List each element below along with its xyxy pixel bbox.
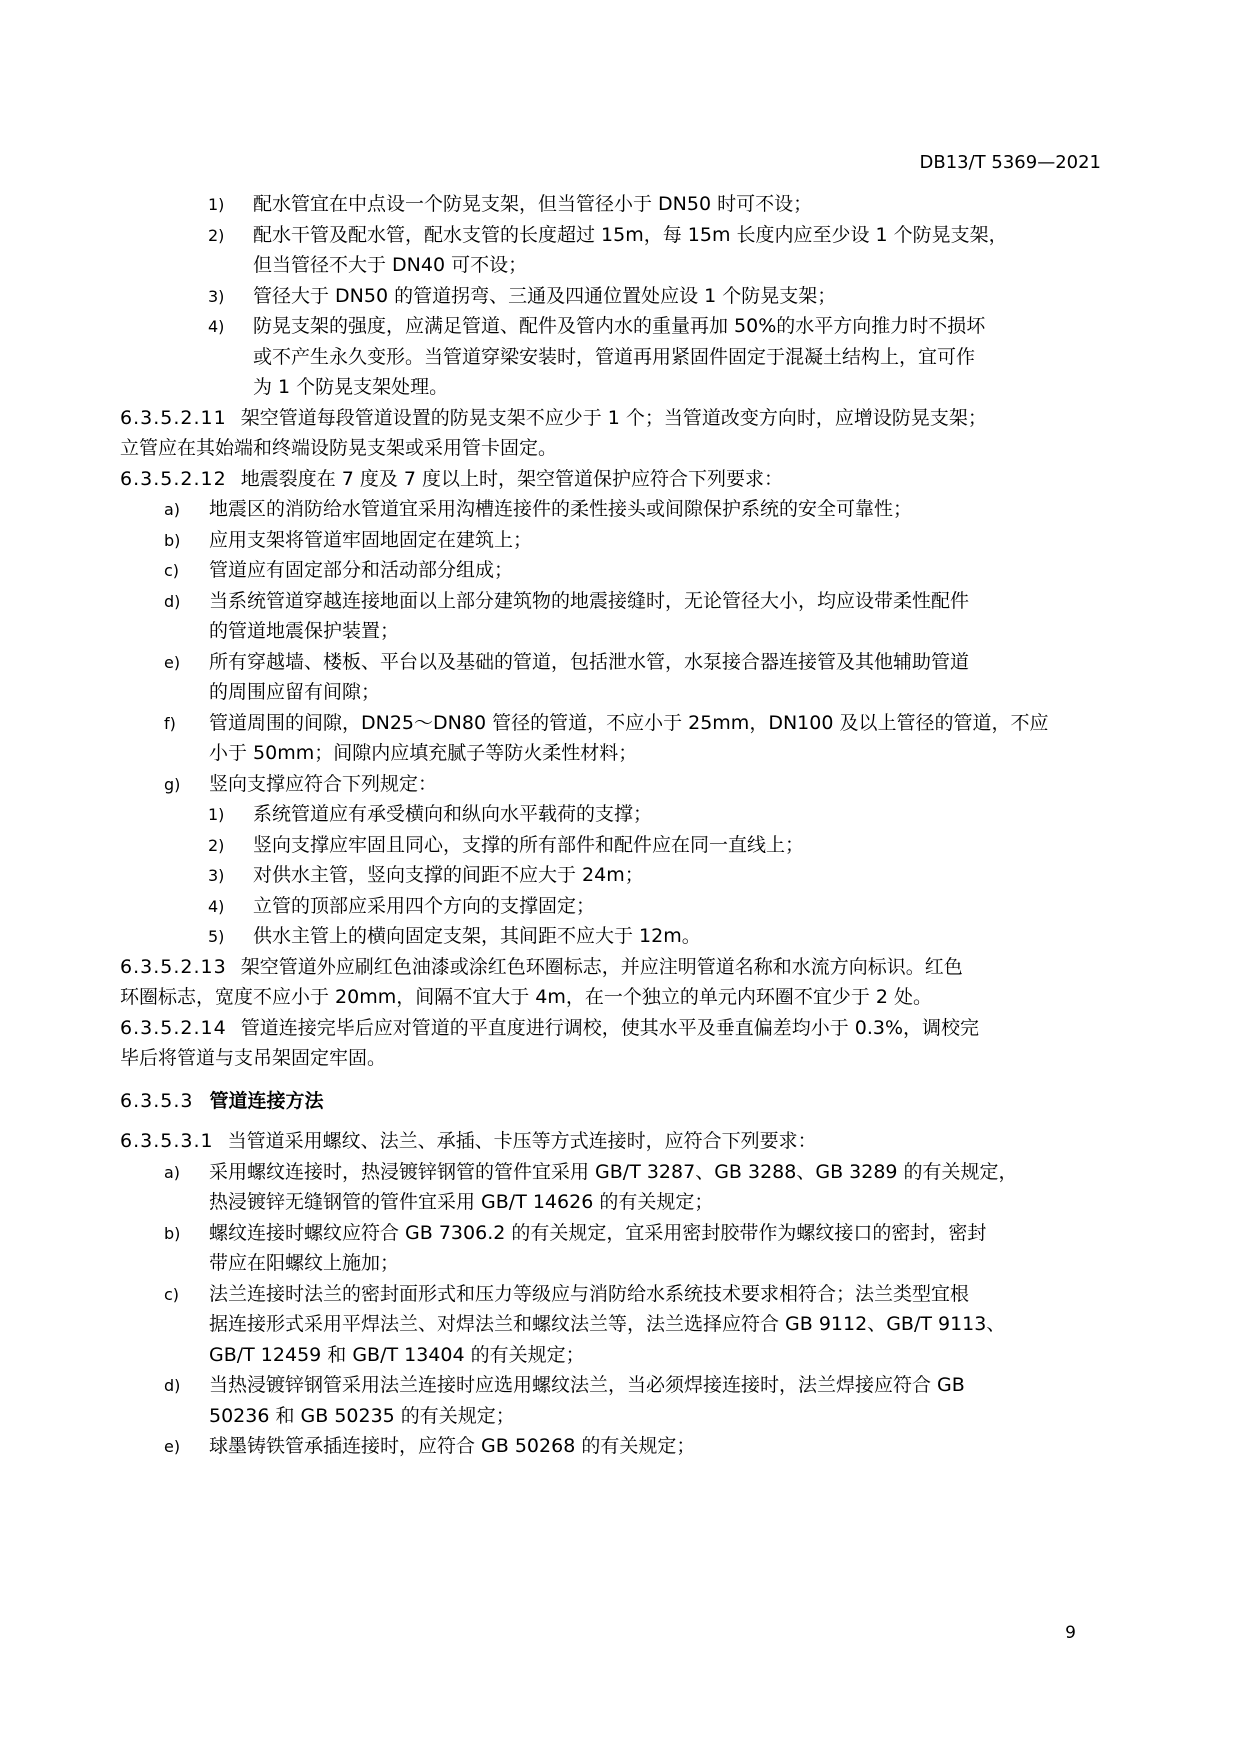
line-text: 球墨铸铁管承插连接时，应符合 GB 50268 的有关规定； xyxy=(209,1435,696,1457)
page-number: 9 xyxy=(1065,1623,1076,1643)
clause-number: 6.3.5.3 xyxy=(120,1089,194,1112)
clause-number: 6.3.5.2.14 xyxy=(120,1016,227,1039)
list-item xyxy=(120,1279,1102,1310)
line-text: 架空管道外应刷红色油漆或涂红色环圈标志，并应注明管道名称和水流方向标识。红色 xyxy=(240,955,963,978)
line-text: 但当管径不大于 DN40 可不设； xyxy=(253,254,528,276)
clause-number: 6.3.5.3.1 xyxy=(120,1130,214,1152)
clause xyxy=(120,1126,1102,1157)
list-item xyxy=(120,281,1102,312)
list-item xyxy=(120,494,1102,525)
line-text: 竖向支撑应符合下列规定： xyxy=(209,772,438,795)
line-text: 据连接形式采用平焊法兰、对焊法兰和螺纹法兰等，法兰选择应符合 GB 9112、GB/T 9113、 xyxy=(209,1313,1006,1335)
list-marker: c) xyxy=(164,1284,180,1304)
line-text: 当系统管道穿越连接地面以上部分建筑物的地震接缝时，无论管径大小，均应设带柔性配件 xyxy=(209,589,970,612)
clause-number: 6.3.5.2.13 xyxy=(120,955,227,978)
list-marker: 3) xyxy=(208,866,225,885)
list-marker: 3) xyxy=(208,286,225,306)
list-item xyxy=(120,555,1102,586)
line-text: 系统管道应有承受横向和纵向水平载荷的支撑； xyxy=(253,803,653,825)
line-text: 竖向支撑应牢固且同心，支撑的所有部件和配件应在同一直线上； xyxy=(253,833,805,856)
list-item-continuation xyxy=(120,738,1102,769)
clause xyxy=(120,403,1102,434)
list-item-continuation xyxy=(120,342,1102,373)
list-marker: 2) xyxy=(208,225,225,245)
list-marker: 4) xyxy=(208,317,225,336)
list-item-continuation xyxy=(120,1401,1102,1432)
line-text: 配水干管及配水管，配水支管的长度超过 15m，每 15m 长度内应至少设 1 个防晃支架， xyxy=(253,223,1008,246)
list-item xyxy=(120,311,1102,342)
line-text: 管道周围的间隙，DN25～DN80 管径的管道，不应小于 25mm，DN100 及以上管径的管道，不应 xyxy=(209,711,1049,734)
list-item xyxy=(120,708,1102,739)
list-marker: 5) xyxy=(208,927,225,946)
line-text: 对供水主管，竖向支撑的间距不应大于 24m； xyxy=(253,864,644,886)
doc-code: DB13/T 5369—2021 xyxy=(919,152,1101,173)
line-text: 的周围应留有间隙； xyxy=(209,681,381,703)
list-marker: d) xyxy=(164,1376,181,1395)
line-text: 立管的顶部应采用四个方向的支撑固定； xyxy=(253,894,596,917)
list-marker: e) xyxy=(164,652,181,672)
list-item xyxy=(120,586,1102,617)
line-text: 为 1 个防晃支架处理。 xyxy=(253,376,449,398)
list-item xyxy=(120,220,1102,251)
list-item xyxy=(120,1218,1102,1249)
line-text: 带应在阳螺纹上施加； xyxy=(209,1252,400,1274)
list-item-continuation xyxy=(120,1309,1102,1340)
line-text: 管径大于 DN50 的管道拐弯、三通及四通位置处应设 1 个防晃支架； xyxy=(253,284,837,307)
list-item xyxy=(120,830,1102,861)
list-marker: f) xyxy=(164,713,176,733)
line-text: 地震裂度在 7 度及 7 度以上时，架空管道保护应符合下列要求： xyxy=(240,467,784,490)
line-text: 螺纹连接时螺纹应符合 GB 7306.2 的有关规定，宜采用密封胶带作为螺纹接口的密封，密封 xyxy=(209,1221,987,1244)
list-item-continuation xyxy=(120,1340,1102,1371)
line-text: 管道连接方法 xyxy=(209,1089,324,1112)
list-marker: b) xyxy=(164,1223,181,1243)
line-text: 当热浸镀锌钢管采用法兰连接时应选用螺纹法兰，当必须焊接连接时，法兰焊接应符合 GB xyxy=(209,1374,965,1396)
list-item xyxy=(120,525,1102,556)
list-marker: e) xyxy=(164,1437,181,1456)
paragraph-line xyxy=(120,433,1102,464)
list-item-continuation xyxy=(120,1248,1102,1279)
list-item-continuation xyxy=(120,372,1102,403)
line-text: 当管道采用螺纹、法兰、承插、卡压等方式连接时，应符合下列要求： xyxy=(227,1130,817,1152)
clause-number: 6.3.5.2.12 xyxy=(120,467,227,490)
line-text: 配水管宜在中点设一个防晃支架，但当管径小于 DN50 时可不设； xyxy=(253,193,813,215)
line-text: 或不产生永久变形。当管道穿梁安装时，管道再用紧固件固定于混凝土结构上，宜可作 xyxy=(253,345,976,368)
line-text: 架空管道每段管道设置的防晃支架不应少于 1 个；当管道改变方向时，应增设防晃支架； xyxy=(240,406,987,429)
paragraph-line xyxy=(120,982,1102,1013)
line-text: GB/T 12459 和 GB/T 13404 的有关规定； xyxy=(209,1343,585,1366)
line-text: 所有穿越墙、楼板、平台以及基础的管道，包括泄水管，水泵接合器连接管及其他辅助管道 xyxy=(209,650,970,673)
list-item-continuation xyxy=(120,616,1102,647)
line-text: 采用螺纹连接时，热浸镀锌钢管的管件宜采用 GB/T 3287、GB 3288、GB 3289 的有关规定， xyxy=(209,1160,1018,1183)
list-marker: a) xyxy=(164,1162,181,1182)
line-text: 小于 50mm；间隙内应填充腻子等防火柔性材料； xyxy=(209,742,638,764)
list-item-continuation xyxy=(120,1187,1102,1218)
clause xyxy=(120,1013,1102,1044)
list-item xyxy=(120,1431,1102,1462)
list-item xyxy=(120,1370,1102,1401)
line-text: 的管道地震保护装置； xyxy=(209,620,400,642)
line-text: 法兰连接时法兰的密封面形式和压力等级应与消防给水系统技术要求相符合；法兰类型宜根 xyxy=(209,1282,970,1305)
list-item xyxy=(120,769,1102,800)
list-item xyxy=(120,891,1102,922)
list-item xyxy=(120,860,1102,891)
list-marker: 1) xyxy=(208,195,225,214)
list-item xyxy=(120,647,1102,678)
line-text: 毕后将管道与支吊架固定牢固。 xyxy=(120,1047,387,1069)
clause xyxy=(120,952,1102,983)
line-text: 地震区的消防给水管道宜采用沟槽连接件的柔性接头或间隙保护系统的安全可靠性； xyxy=(209,498,913,520)
document-body xyxy=(120,189,1102,1462)
line-text: 防晃支架的强度，应满足管道、配件及管内水的重量再加 50%的水平方向推力时不损坏 xyxy=(253,315,986,337)
section-heading xyxy=(120,1086,1102,1117)
list-marker: 2) xyxy=(208,835,225,855)
paragraph-line xyxy=(120,1043,1102,1074)
list-item-continuation xyxy=(120,250,1102,281)
list-item xyxy=(120,189,1102,220)
list-item xyxy=(120,1157,1102,1188)
line-text: 50236 和 GB 50235 的有关规定； xyxy=(209,1404,515,1427)
list-marker: c) xyxy=(164,561,180,580)
list-marker: d) xyxy=(164,591,181,611)
line-text: 立管应在其始端和终端设防晃支架或采用管卡固定。 xyxy=(120,437,558,459)
list-item xyxy=(120,921,1102,952)
line-text: 管道连接完毕后应对管道的平直度进行调校，使其水平及垂直偏差均小于 0.3%，调校完 xyxy=(240,1016,980,1039)
line-text: 应用支架将管道牢固地固定在建筑上； xyxy=(209,528,533,551)
list-marker: b) xyxy=(164,530,181,550)
list-item xyxy=(120,799,1102,830)
clause-number: 6.3.5.2.11 xyxy=(120,406,227,429)
line-text: 管道应有固定部分和活动部分组成； xyxy=(209,559,514,581)
clause xyxy=(120,464,1102,495)
list-marker: g) xyxy=(164,774,181,794)
list-marker: 1) xyxy=(208,805,225,824)
list-marker: 4) xyxy=(208,896,225,916)
list-item-continuation xyxy=(120,677,1102,708)
line-text: 环圈标志，宽度不应小于 20mm，间隔不宜大于 4m，在一个独立的单元内环圈不宜少于 2 处。 xyxy=(120,986,933,1008)
list-marker: a) xyxy=(164,500,181,519)
line-text: 供水主管上的横向固定支架，其间距不应大于 12m。 xyxy=(253,925,701,947)
line-text: 热浸镀锌无缝钢管的管件宜采用 GB/T 14626 的有关规定； xyxy=(209,1191,714,1213)
